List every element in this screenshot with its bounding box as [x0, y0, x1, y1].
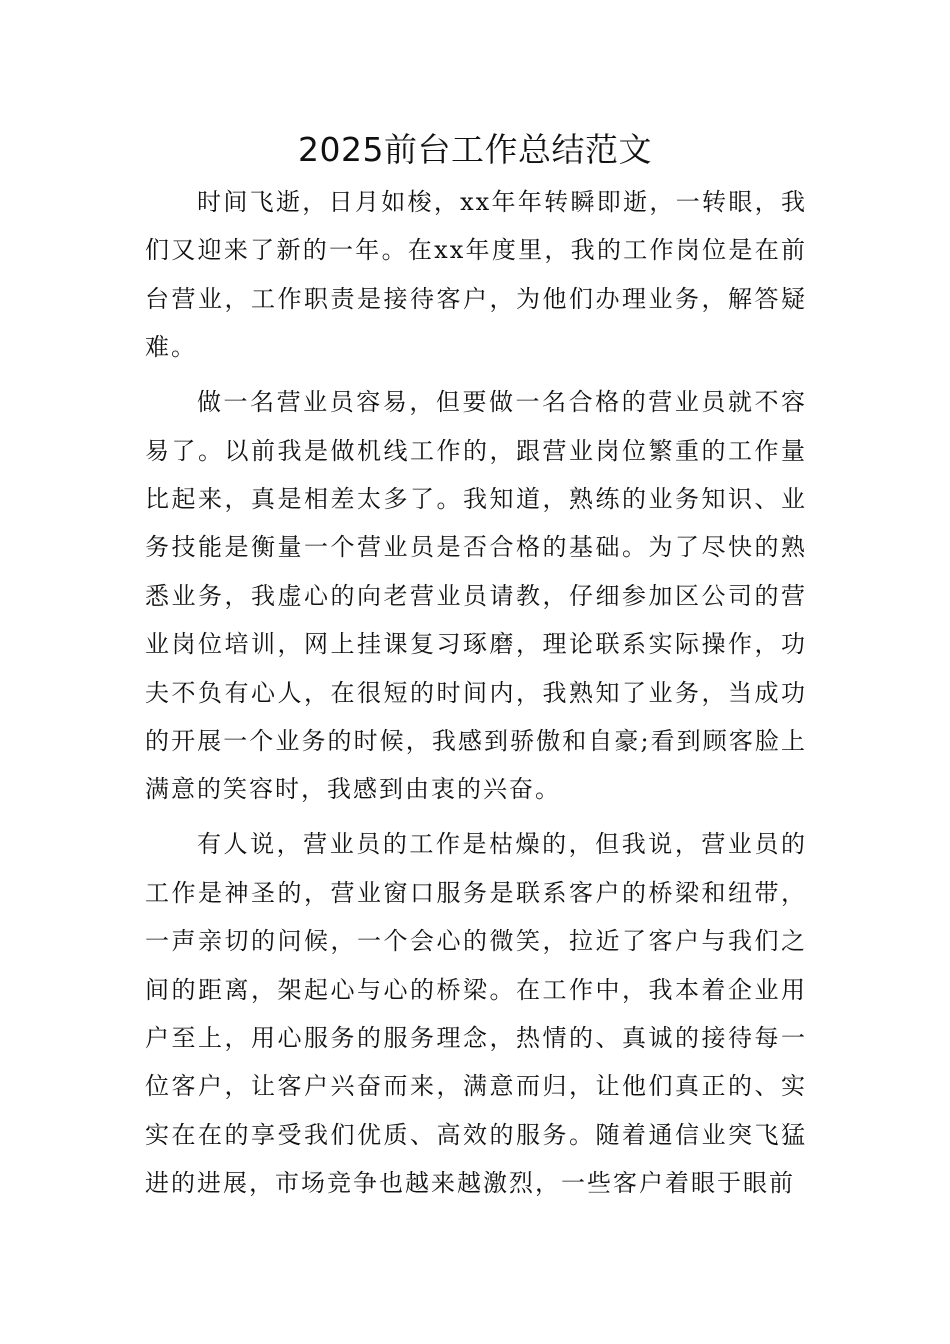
paragraph-2: 做一名营业员容易，但要做一名合格的营业员就不容易了。以前我是做机线工作的，跟营业岗位繁重的工作量比起来，真是相差太多了。我知道，熟练的业务知识、业务技能是衡量一个营业员是否合格的基础。为了尽快的熟悉业务，我虚心的向老营业员请教，仔细参加区公司的营业岗位培训，网上挂课复习琢磨，理论联系实际操作，功夫不负有心人，在很短的时间内，我熟知了业务，当成功的开展一个业务的时候，我感到骄傲和自豪;看到顾客脸上满意的笑容时，我感到由衷的兴奋。 — [145, 388, 807, 804]
paragraph-3: 有人说，营业员的工作是枯燥的，但我说，营业员的工作是神圣的，营业窗口服务是联系客户的桥梁和纽带，一声亲切的问候，一个会心的微笑，拉近了客户与我们之间的距离，架起心与心的桥梁。在工作中，我本着企业用户至上，用心服务的服务理念，热情的、真诚的接待每一位客户，让客户兴奋而来，满意而归，让他们真正的、实实在在的享受我们优质、高效的服务。随着通信业突飞猛进的进展，市场竞争也越来越激烈，一些客户着眼于眼前 — [145, 830, 807, 1198]
paragraph-1: 时间飞逝，日月如梭，xx年年转瞬即逝，一转眼，我们又迎来了新的一年。在xx年度里，我的工作岗位是在前台营业，工作职责是接待客户，为他们办理业务，解答疑难。 — [145, 188, 807, 362]
document-body — [145, 178, 807, 1214]
document-title: 2025前台工作总结范文 — [298, 130, 652, 169]
